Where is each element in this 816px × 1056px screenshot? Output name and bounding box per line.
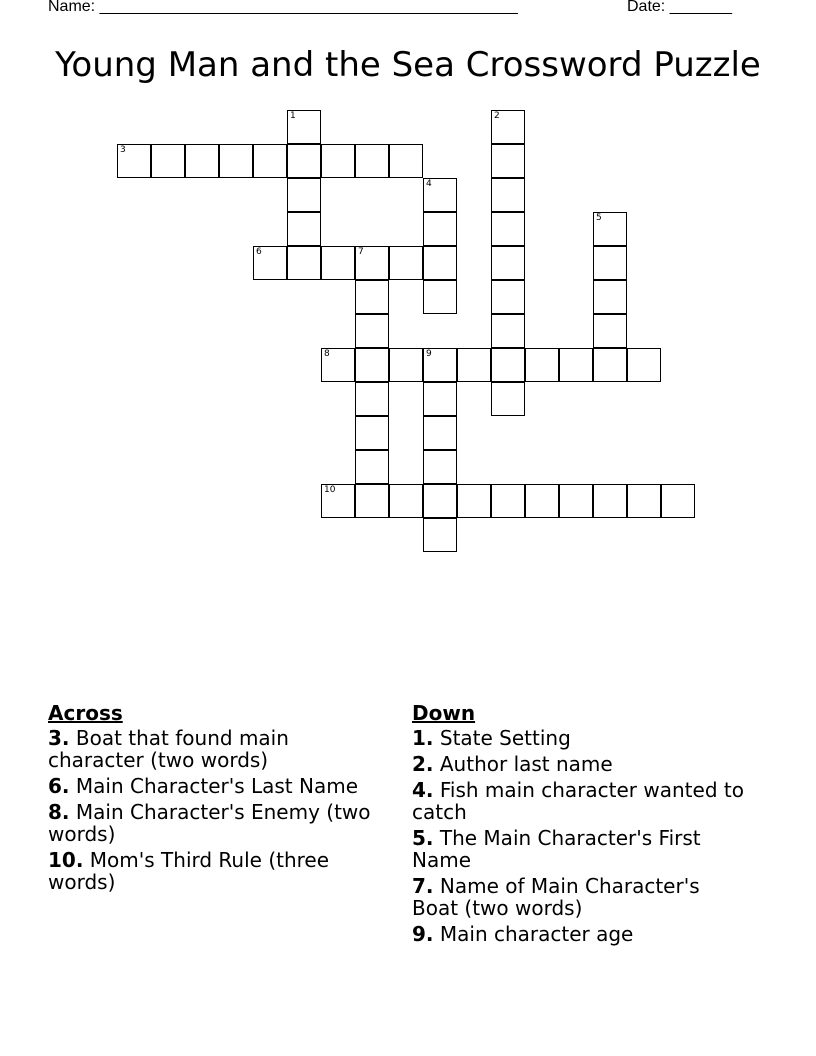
crossword-cell[interactable]	[287, 178, 321, 212]
clue-number: 8.	[48, 800, 70, 824]
clue-text: Mom's Third Rule (three words)	[48, 848, 330, 894]
down-clue-4	[412, 779, 752, 823]
crossword-cell[interactable]	[491, 246, 525, 280]
crossword-cell[interactable]	[355, 484, 389, 518]
crossword-cell[interactable]	[321, 246, 355, 280]
down-heading: Down	[412, 701, 476, 725]
crossword-cell[interactable]	[389, 484, 423, 518]
clue-number: 6.	[48, 774, 70, 798]
across-heading: Across	[48, 701, 123, 725]
crossword-cell[interactable]	[185, 144, 219, 178]
date-line[interactable]: Date: _______	[627, 0, 732, 15]
clue-number-label: 7	[358, 247, 364, 257]
clue-number: 2.	[412, 752, 434, 776]
page-title: Young Man and the Sea Crossword Puzzle	[55, 45, 761, 85]
down-clue-5	[412, 827, 752, 871]
down-clue-7	[412, 875, 752, 919]
crossword-cell[interactable]	[423, 518, 457, 552]
crossword-cell[interactable]	[287, 144, 321, 178]
clue-number: 3.	[48, 726, 70, 750]
across-clue-3	[48, 727, 388, 771]
clue-number: 1.	[412, 726, 434, 750]
crossword-cell[interactable]	[491, 382, 525, 416]
crossword-cell[interactable]	[525, 348, 559, 382]
crossword-cell[interactable]	[389, 246, 423, 280]
crossword-cell[interactable]	[457, 484, 491, 518]
crossword-cell[interactable]	[355, 348, 389, 382]
crossword-cell[interactable]	[389, 144, 423, 178]
crossword-cell[interactable]	[491, 280, 525, 314]
down-clues	[412, 702, 752, 949]
clue-text: The Main Character's First Name	[412, 826, 701, 872]
crossword-cell[interactable]	[423, 416, 457, 450]
crossword-cell[interactable]	[423, 212, 457, 246]
crossword-cell[interactable]	[627, 484, 661, 518]
crossword-cell[interactable]	[457, 348, 491, 382]
crossword-cell[interactable]	[355, 450, 389, 484]
crossword-cell[interactable]	[627, 348, 661, 382]
crossword-cell[interactable]	[559, 484, 593, 518]
crossword-cell[interactable]	[593, 246, 627, 280]
crossword-cell[interactable]	[253, 144, 287, 178]
clue-number: 9.	[412, 922, 434, 946]
crossword-cell[interactable]	[423, 450, 457, 484]
crossword-cell[interactable]	[491, 314, 525, 348]
crossword-cell[interactable]	[287, 212, 321, 246]
down-clue-2	[412, 753, 752, 775]
clue-number: 10.	[48, 848, 84, 872]
crossword-cell[interactable]	[287, 110, 321, 144]
crossword-cell[interactable]	[321, 348, 355, 382]
crossword-cell[interactable]	[559, 348, 593, 382]
crossword-cell[interactable]	[355, 280, 389, 314]
clue-number-label: 1	[290, 111, 296, 121]
across-clue-10	[48, 849, 388, 893]
crossword-cell[interactable]	[491, 144, 525, 178]
crossword-cell[interactable]	[491, 178, 525, 212]
crossword-cell[interactable]	[491, 484, 525, 518]
crossword-cell[interactable]	[593, 212, 627, 246]
crossword-cell[interactable]	[389, 348, 423, 382]
crossword-cell[interactable]	[423, 382, 457, 416]
crossword-cell[interactable]	[661, 484, 695, 518]
crossword-cell[interactable]	[321, 484, 355, 518]
clue-text: Fish main character wanted to catch	[412, 778, 744, 824]
clue-text: Name of Main Character's Boat (two words)	[412, 874, 700, 920]
clue-number-label: 6	[256, 247, 262, 257]
crossword-cell[interactable]	[491, 348, 525, 382]
crossword-cell[interactable]	[117, 144, 151, 178]
across-clue-6	[48, 775, 388, 797]
clue-number-label: 5	[596, 213, 602, 223]
clue-number-label: 10	[324, 485, 336, 495]
clue-number-label: 9	[426, 349, 432, 359]
clue-number-label: 2	[494, 111, 500, 121]
name-line[interactable]: Name: _______________________________________________	[48, 0, 518, 15]
crossword-cell[interactable]	[593, 280, 627, 314]
crossword-cell[interactable]	[423, 178, 457, 212]
crossword-cell[interactable]	[593, 314, 627, 348]
crossword-cell[interactable]	[287, 246, 321, 280]
crossword-cell[interactable]	[593, 348, 627, 382]
clue-number-label: 8	[324, 349, 330, 359]
crossword-cell[interactable]	[423, 348, 457, 382]
crossword-cell[interactable]	[593, 484, 627, 518]
clue-text: Main Character's Last Name	[75, 774, 359, 798]
crossword-cell[interactable]	[491, 212, 525, 246]
crossword-cell[interactable]	[355, 144, 389, 178]
crossword-cell[interactable]	[355, 246, 389, 280]
crossword-cell[interactable]	[219, 144, 253, 178]
clue-text: Boat that found main character (two words)	[48, 726, 289, 772]
crossword-cell[interactable]	[491, 110, 525, 144]
clue-text: Main Character's Enemy (two words)	[48, 800, 371, 846]
crossword-cell[interactable]	[423, 484, 457, 518]
crossword-cell[interactable]	[151, 144, 185, 178]
crossword-cell[interactable]	[423, 280, 457, 314]
clue-number: 5.	[412, 826, 434, 850]
clue-number: 4.	[412, 778, 434, 802]
clue-number-label: 4	[426, 179, 432, 189]
across-clue-8	[48, 801, 388, 845]
clue-text: Author last name	[439, 752, 613, 776]
crossword-cell[interactable]	[355, 382, 389, 416]
clue-number-label: 3	[120, 145, 126, 155]
crossword-cell[interactable]	[321, 144, 355, 178]
crossword-cell[interactable]	[423, 246, 457, 280]
crossword-cell[interactable]	[525, 484, 559, 518]
down-clue-9	[412, 923, 752, 945]
crossword-cell[interactable]	[253, 246, 287, 280]
down-clue-1	[412, 727, 752, 749]
crossword-cell[interactable]	[355, 416, 389, 450]
crossword-cell[interactable]	[355, 314, 389, 348]
clue-text: Main character age	[439, 922, 634, 946]
clue-text: State Setting	[439, 726, 571, 750]
clue-number: 7.	[412, 874, 434, 898]
across-clues	[48, 702, 388, 897]
